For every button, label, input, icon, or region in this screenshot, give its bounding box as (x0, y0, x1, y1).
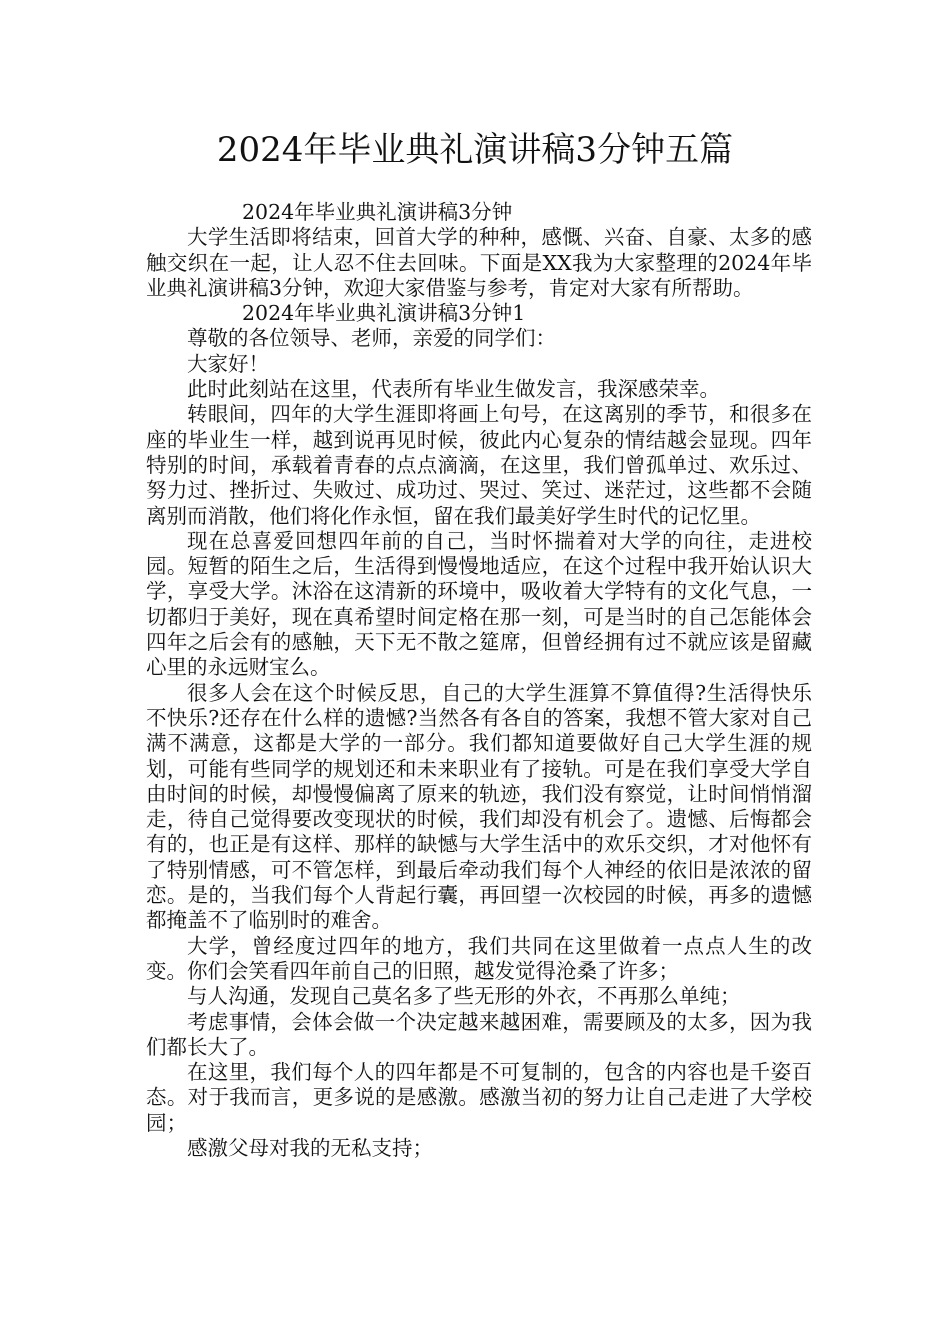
intro-paragraph: 大学生活即将结束，回首大学的种种，感慨、兴奋、自豪、太多的感触交织在一起，让人忍不住去回味。下面是XX我为大家整理的2024年毕业典礼演讲稿3分钟，欢迎大家借鉴与参考，肯定对大家有所帮助。 (146, 225, 812, 300)
document-title: 2024年毕业典礼演讲稿3分钟五篇 (216, 130, 734, 170)
greeting-paragraph: 大家好！ (187, 351, 269, 376)
salutation-paragraph: 尊敬的各位领导、老师，亲爱的同学们： (187, 326, 556, 351)
document-body (146, 200, 812, 1161)
body-paragraph: 大学，曾经度过四年的地方，我们共同在这里做着一点点人生的改变。你们会笑看四年前自己的旧照，越发觉得沧桑了许多； (146, 933, 812, 983)
body-paragraph: 考虑事情，会体会做一个决定越来越困难，需要顾及的太多，因为我们都长大了。 (146, 1009, 812, 1059)
body-paragraph: 在这里，我们每个人的四年都是不可复制的，包含的内容也是千姿百态。对于我而言，更多说的是感激。感激当初的努力让自己走进了大学校园； (146, 1060, 812, 1135)
body-paragraph: 与人沟通，发现自己莫名多了些无形的外衣，不再那么单纯； (187, 984, 741, 1009)
section-subheading: 2024年毕业典礼演讲稿3分钟1 (242, 301, 526, 326)
body-paragraph: 现在总喜爱回想四年前的自己，当时怀揣着对大学的向往，走进校园。短暂的陌生之后，生活得到慢慢地适应，在这个过程中我开始认识大学，享受大学。沐浴在这清新的环境中，吸收着大学特有的文化气息，一切都归于美好，现在真希望时间定格在那一刻，可是当时的自己怎能体会四年之后会有的感触，天下无不散之筵席，但曾经拥有过不就应该是留藏心里的永远财宝么。 (146, 528, 812, 680)
body-paragraph: 此时此刻站在这里，代表所有毕业生做发言，我深感荣幸。 (187, 377, 720, 402)
body-paragraph: 转眼间，四年的大学生涯即将画上句号，在这离别的季节，和很多在座的毕业生一样，越到说再见时候，彼此内心复杂的情结越会显现。四年特别的时间，承载着青春的点点滴滴，在这里，我们曾孤单过、欢乐过、努力过、挫折过、失败过、成功过、哭过、笑过、迷茫过，这些都不会随离别而消散，他们将化作永恒，留在我们最美好学生时代的记忆里。 (146, 402, 812, 528)
section-subheading: 2024年毕业典礼演讲稿3分钟 (242, 200, 513, 224)
body-paragraph: 很多人会在这个时候反思，自己的大学生涯算不算值得?生活得快乐不快乐?还存在什么样的遗憾?当然各有各自的答案，我想不管大家对自己满不满意，这都是大学的一部分。我们都知道要做好自己大学生涯的规划，可能有些同学的规划还和未来职业有了接轨。可是在我们享受大学自由时间的时候，却慢慢偏离了原来的轨迹，我们没有察觉，让时间悄悄溜走，待自己觉得要改变现状的时候，我们却没有机会了。遗憾、后悔都会有的，也正是有这样、那样的缺憾与大学生活中的欢乐交织，才对他怀有了特别情感，可不管怎样，到最后牵动我们每个人神经的依旧是浓浓的留恋。是的，当我们每个人背起行囊，再回望一次校园的时候，再多的遗憾都掩盖不了临别时的难舍。 (146, 680, 812, 933)
body-paragraph: 感激父母对我的无私支持； (187, 1135, 433, 1160)
